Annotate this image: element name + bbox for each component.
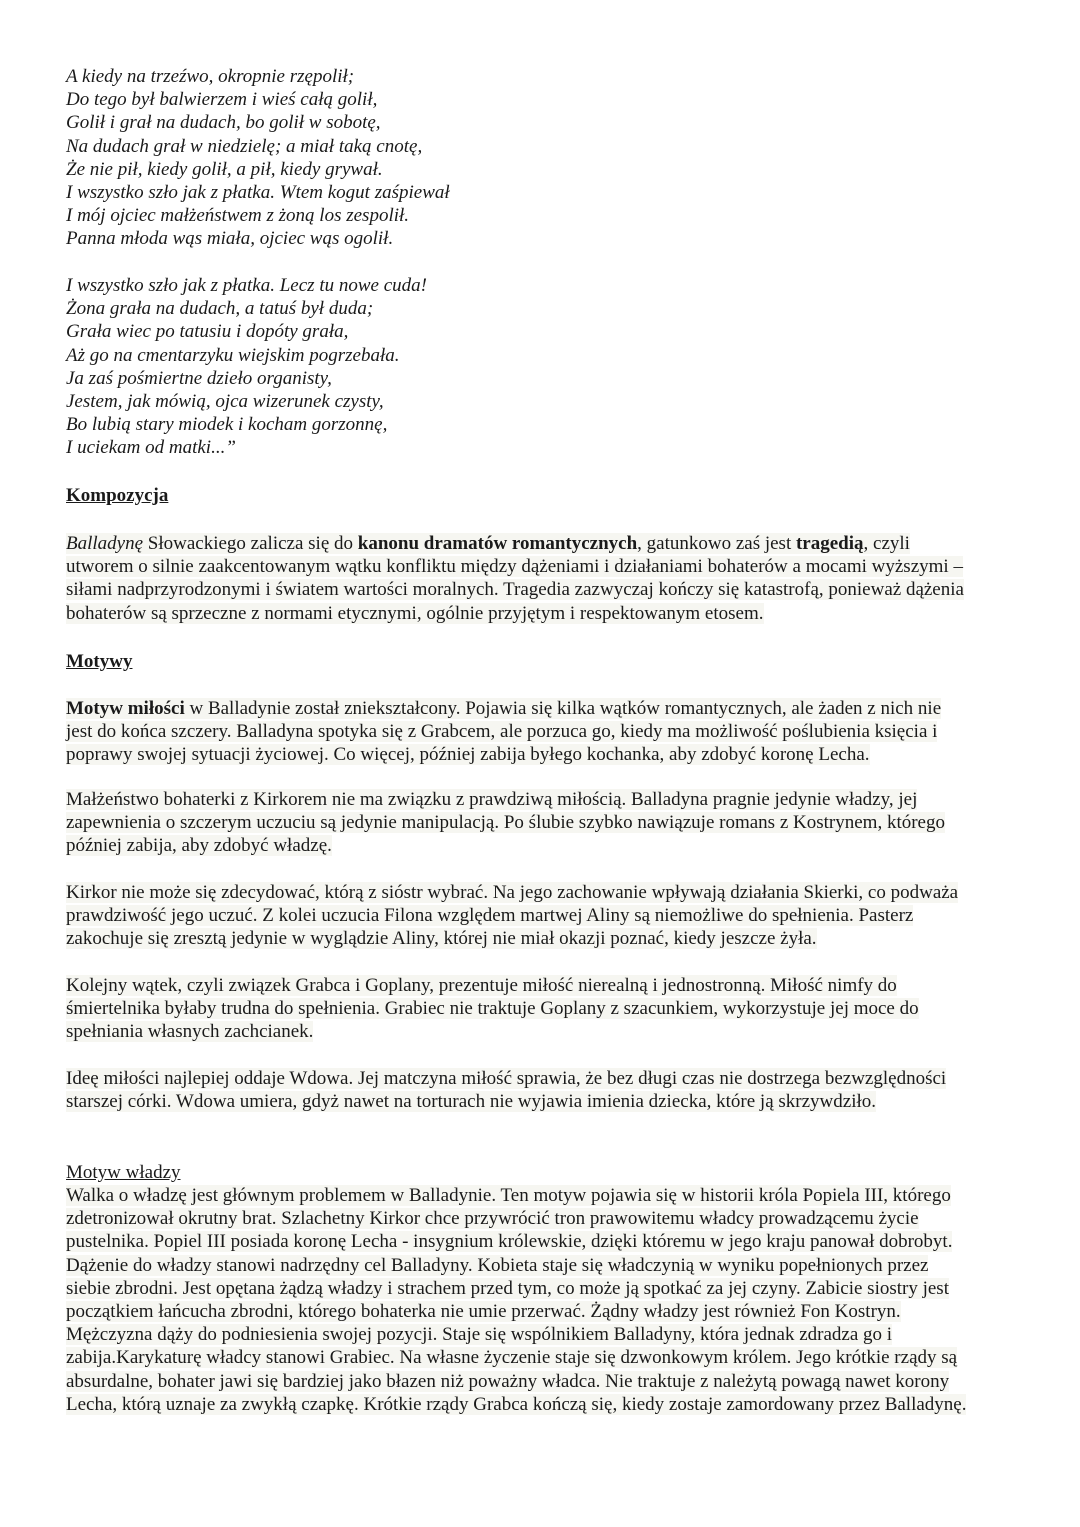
text-line	[66, 1020, 919, 1043]
paragraph-kompozycja	[66, 532, 964, 625]
text-segment: Lecha, którą uznaje za zwykłą czapkę. Krótkie rządy Grabca kończą się, kiedy zostaje zamordowany przez Balladynę.	[66, 1393, 967, 1415]
text-segment: Kolejny wątek, czyli związek Grabca i Goplany, prezentuje miłość nierealną i jednostronną. Miłość nimfy do	[66, 975, 897, 996]
text-segment: Walka o władzę jest głównym problemem w Balladynie. Ten motyw pojawia się w historii króla Popiela III, którego	[66, 1185, 951, 1206]
poem-line: Że nie pił, kiedy golił, a pił, kiedy grywał.	[66, 158, 383, 180]
text-line	[66, 1277, 966, 1300]
text-line	[66, 904, 958, 927]
heading-kompozycja: Kompozycja	[66, 485, 169, 506]
text-line	[66, 788, 945, 811]
poem-stanza-2	[66, 274, 427, 460]
text-segment: siłami nadprzyrodzonymi i światem wartości moralnych. Tragedia zazwyczaj kończy się katastrofą, ponieważ dążenia	[66, 579, 964, 601]
poem-line: Aż go na cmentarzyku wiejskim pogrzebała.	[66, 344, 400, 366]
text-segment: zabija.Karykaturę władcy stanowi Grabiec. Na własne życzenie staje się dzwonkowym królem. Jego krótkie rządy są	[66, 1347, 958, 1369]
poem-line: Ja zaś pośmiertne dzieło organisty,	[66, 367, 332, 389]
text-line	[66, 602, 964, 625]
text-segment: zakochuje się zresztą jedynie w wyglądzie Aliny, której nie miał okazji poznać, kiedy jeszcze żyła.	[66, 928, 817, 950]
text-segment: w Balladynie został zniekształcony. Pojawia się kilka wątków romantycznych, ale żaden z nich nie	[184, 698, 942, 719]
text-line	[66, 927, 958, 950]
text-segment: Słowackiego zalicza się do	[143, 533, 358, 554]
text-segment: poprawy swojej sytuacji życiowej. Co więcej, później zabija byłego kochanka, aby zdobyć koronę Lecha.	[66, 744, 870, 766]
paragraph-wdowa	[66, 1067, 946, 1113]
text-line	[66, 1323, 966, 1346]
text-line	[66, 974, 919, 997]
bold-text: kanonu dramatów romantycznych	[357, 533, 638, 554]
text-segment: początkiem łańcucha zbrodni, którego bohaterka nie umie przerwać. Żądny władzy jest również Fon Kostryn.	[66, 1301, 901, 1323]
text-segment: prawdziwość jego uczuć. Z kolei uczucia Filona względem martwej Aliny są niemożliwe do spełnienia. Pasterz	[66, 905, 914, 927]
text-line	[66, 532, 964, 555]
text-segment: Kirkor nie może się zdecydować, którą z sióstr wybrać. Na jego zachowanie wpływają działania Skierki, co podważa	[66, 882, 959, 903]
text-segment: pustelnika. Popiel III posiada koronę Lecha - insygnium królewskie, dzięki któremu w jego kraju panował dobrobyt.	[66, 1231, 953, 1253]
poem-line: Golił i grał na dudach, bo golił w sobotę,	[66, 112, 381, 134]
poem-line: A kiedy na trzeźwo, okropnie rzępolił;	[66, 66, 355, 87]
text-line	[66, 881, 958, 904]
poem-line: Bo lubią stary miodek i kocham gorzonnę,	[66, 414, 388, 436]
poem-line: Do tego był balwierzem i wieś całą golił,	[66, 89, 378, 111]
text-segment: jest do końca szczery. Balladyna spotyka się z Grabcem, ale porzuca go, kiedy ma możliwość poślubienia księcia i	[66, 721, 938, 743]
bold-text: tragedią	[795, 533, 864, 554]
paragraph-malzenstwo	[66, 788, 945, 858]
text-line	[66, 555, 964, 578]
poem-line: Grała wiec po tatusiu i dopóty grała,	[66, 321, 349, 343]
poem-line: I wszystko szło jak z płatka. Wtem kogut zaśpiewał	[66, 182, 450, 204]
text-line	[66, 1184, 966, 1207]
text-line	[66, 720, 941, 743]
poem-line: Panna młoda wąs miała, ojciec wąs ogolił.	[66, 228, 394, 250]
text-segment: Małżeństwo bohaterki z Kirkorem nie ma związku z prawdziwą miłością. Balladyna pragnie jedynie władzy, jej	[66, 789, 918, 810]
text-line	[66, 578, 964, 601]
italic-text: Balladynę	[66, 533, 144, 554]
text-line	[66, 743, 941, 766]
poem-line: Żona grała na dudach, a tatuś był duda;	[66, 298, 374, 320]
text-line	[66, 1254, 966, 1277]
text-line	[66, 997, 919, 1020]
text-segment: zdetronizował okrutny brat. Szlachetny Kirkor chce przywrócić tron prawowitemu władcy prowadzącemu życie	[66, 1208, 919, 1230]
poem-line: Na dudach grał w niedzielę; a miał taką cnotę,	[66, 135, 423, 157]
paragraph-motyw-wladzy	[66, 1184, 966, 1416]
text-segment: Mężczyzna dąży do podniesienia swojej pozycji. Staje się wspólnikiem Balladyny, która jednak zdradza go i	[66, 1324, 893, 1346]
paragraph-grabiec-goplana	[66, 974, 919, 1044]
text-segment: siebie zbrodni. Jest opętana żądzą władzy i strachem przed tym, co może ją spotkać za jej czyny. Zabicie siostry jest	[66, 1277, 949, 1299]
poem-line: I mój ojciec małżeństwem z żoną los zespolił.	[66, 205, 410, 227]
text-line	[66, 1067, 946, 1090]
text-segment: Dążenie do władzy stanowi nadrzędny cel Balladyny. Kobieta staje się władczynią w wyniku popełnionych przez	[66, 1254, 929, 1276]
text-segment: , czyli	[863, 533, 910, 554]
text-segment: starszej córki. Wdowa umiera, gdyż nawet na torturach nie wyjawia imienia dziecka, które ją skrzywdziło.	[66, 1091, 877, 1113]
text-segment: śmiertelnika byłaby trudna do spełnienia. Grabiec nie traktuje Goplany z szacunkiem, wykorzystuje jej moce do	[66, 998, 919, 1020]
text-line	[66, 697, 941, 720]
text-segment: Ideę miłości najlepiej oddaje Wdowa. Jej matczyna miłość sprawia, że bez długi czas nie dostrzega bezwzględności	[66, 1068, 947, 1089]
text-segment: utworem o silnie zaakcentowanym wątku konfliktu między dążeniami i działaniami bohaterów a mocami wyższymi –	[66, 556, 963, 578]
bold-text: Motyw miłości	[66, 698, 185, 719]
heading-motywy: Motywy	[66, 651, 133, 672]
text-line	[66, 834, 945, 857]
text-line	[66, 1393, 966, 1416]
heading-motyw-wladzy: Motyw władzy	[66, 1162, 181, 1183]
text-line	[66, 1230, 966, 1253]
text-segment: spełniania własnych zachcianek.	[66, 1021, 314, 1043]
text-line	[66, 1346, 966, 1369]
text-line	[66, 1207, 966, 1230]
poem-line: I uciekam od matki...”	[66, 437, 236, 459]
poem-line: Jestem, jak mówią, ojca wizerunek czysty,	[66, 391, 384, 413]
paragraph-kirkor	[66, 881, 958, 951]
text-line	[66, 1300, 966, 1323]
text-line	[66, 811, 945, 834]
paragraph-motyw-milosci	[66, 697, 941, 767]
text-segment: później zabija, aby zdobyć władzę.	[66, 835, 332, 857]
text-segment: , gatunkowo zaś jest	[637, 533, 796, 554]
poem-stanza-1	[66, 65, 450, 251]
text-segment: bohaterów są sprzeczne z normami etycznymi, ogólnie przyjętym i respektowanym etosem.	[66, 602, 764, 624]
text-segment: absurdalne, bohater jawi się bardziej jako błazen niż poważny władca. Nie traktuje z należytą powagą nawet korony	[66, 1370, 950, 1392]
poem-line: I wszystko szło jak z płatka. Lecz tu nowe cuda!	[66, 275, 427, 296]
text-line	[66, 1090, 946, 1113]
text-line	[66, 1370, 966, 1393]
text-segment: zapewnienia o szczerym uczuciu są jedynie manipulacją. Po ślubie szybko nawiązuje romans z Kostrynem, którego	[66, 812, 945, 834]
